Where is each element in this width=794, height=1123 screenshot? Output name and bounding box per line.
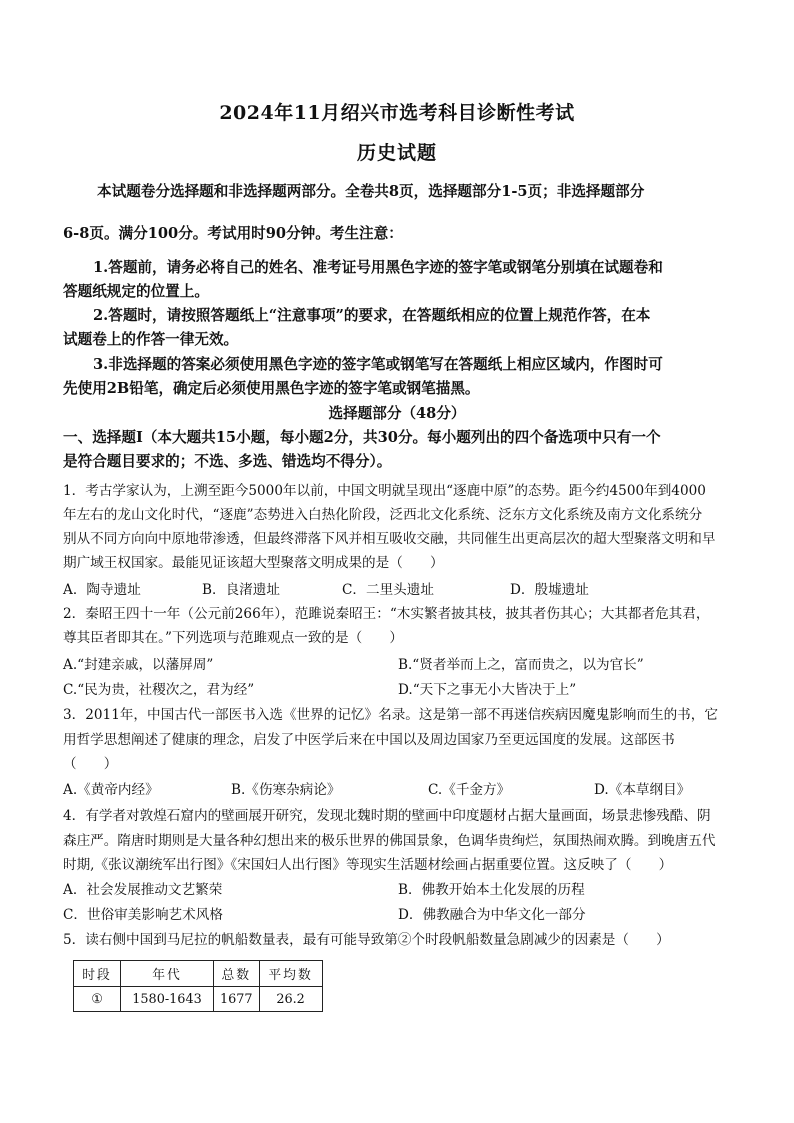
- q3-option-b[interactable]: B.《伤寒杂病论》: [231, 782, 341, 798]
- q3-stem-line-1: 3．2011年，中国古代一部医书入选《世界的记忆》名录。这是第一部不再迷信疾病因魔鬼影响而生的书，它: [63, 707, 718, 723]
- table-cell: 1677: [214, 987, 260, 1012]
- q4-stem-line-2: 森庄严。隋唐时期则是大量各种幻想出来的极乐世界的佛国景象，色调华贵绚烂，氛围热闹欢腾。到晚唐五代: [63, 833, 716, 849]
- q1-stem-line-4: 期广域王权国家。最能见证该超大型聚落文明成果的是（ ）: [63, 555, 444, 571]
- intro-line-2: 6-8页。满分100分。考试用时90分钟。考生注意：: [63, 225, 403, 242]
- q1-stem-line-2: 年左右的龙山文化时代，“逐鹿”态势进入白热化阶段，泛西北文化系统、泛东方文化系统及南方文化系统分: [63, 507, 703, 523]
- notice-item-3-line-2: 先使用2B铅笔，确定后必须使用黑色字迹的签字笔或钢笔描黑。: [63, 380, 480, 397]
- q1-stem-line-3: 别从不同方向向中原地带渗透，但最终滞落下风并相互吸收交融，共同催生出更高层次的超大型聚落文明和早: [63, 531, 716, 547]
- q3-option-d[interactable]: D.《本草纲目》: [594, 782, 691, 798]
- table-header-cell: 年代: [121, 961, 214, 987]
- exam-title: 2024年11月绍兴市选考科目诊断性考试: [219, 102, 575, 124]
- notice-item-1-line-1: 1.答题前，请务必将自己的姓名、准考证号用黑色字迹的签字笔或钢笔分别填在试题卷和: [93, 259, 663, 276]
- notice-item-1-line-2: 答题纸规定的位置上。: [63, 283, 209, 300]
- table-header-cell: 时段: [74, 961, 121, 987]
- notice-item-2-line-2: 试题卷上的作答一律无效。: [63, 331, 239, 348]
- notice-item-3-line-1: 3.非选择题的答案必须使用黑色字迹的签字笔或钢笔写在答题纸上相应区域内，作图时可: [93, 356, 663, 373]
- q1-option-b[interactable]: B．良渚遗址: [202, 582, 280, 598]
- q2-stem-line-1: 2．秦昭王四十一年（公元前266年），范雎说秦昭王：“木实繁者披其枝，披其者伤其心；大其都者危其君，: [63, 606, 710, 622]
- table-header-cell: 总数: [214, 961, 260, 987]
- section-instruction-line-2: 是符合题目要求的；不选、多选、错选均不得分）。: [63, 453, 392, 470]
- section-instruction-line-1: 一、选择题Ⅰ（本大题共15小题，每小题2分，共30分。每小题列出的四个备选项中只有一个: [63, 429, 661, 446]
- ship-count-table: [73, 960, 323, 1012]
- q3-stem-line-3: （ ）: [63, 756, 118, 772]
- intro-line-1: 本试题卷分选择题和非选择题两部分。全卷共8页，选择题部分1-5页；非选择题部分: [97, 183, 645, 200]
- q2-option-c[interactable]: C.“民为贵，社稷次之，君为经”: [63, 682, 255, 698]
- q1-option-a[interactable]: A．陶寺遗址: [63, 582, 141, 598]
- table-header-row: [74, 961, 323, 987]
- notice-item-2-line-1: 2.答题时，请按照答题纸上“注意事项”的要求，在答题纸相应的位置上规范作答，在本: [93, 307, 651, 324]
- q4-option-a[interactable]: A．社会发展推动文艺繁荣: [63, 882, 223, 898]
- q2-option-a[interactable]: A.“封建亲戚，以藩屏周”: [63, 657, 214, 673]
- q3-stem-line-2: 用哲学思想阐述了健康的理念，启发了中医学后来在中国以及周边国家乃至更远国度的发展。这部医书: [63, 732, 675, 748]
- table-cell: ①: [74, 987, 121, 1012]
- q5-stem-line-1: 5．读右侧中国到马尼拉的帆船数量表，最有可能导致第②个时段帆船数量急剧减少的因素是（ ）: [63, 932, 670, 948]
- q3-option-a[interactable]: A.《黄帝内经》: [63, 782, 159, 798]
- q2-stem-line-2: 尊其臣者即其在。”下列选项与范雎观点一致的是（ ）: [63, 630, 403, 646]
- q4-stem-line-1: 4．有学者对敦煌石窟内的壁画展开研究，发现北魏时期的壁画中印度题材占据大量画面，场景悲惨残酷、阴: [63, 808, 711, 824]
- q4-option-d[interactable]: D．佛教融合为中华文化一部分: [398, 907, 586, 923]
- q2-option-d[interactable]: D.“天下之事无小大皆决于上”: [398, 682, 577, 698]
- q1-stem-line-1: 1．考古学家认为，上溯至距今5000年以前，中国文明就呈现出“逐鹿中原”的态势。距今约4500年到4000: [63, 483, 706, 499]
- table-row: [74, 987, 323, 1012]
- q1-option-d[interactable]: D．殷墟遗址: [510, 582, 589, 598]
- table-cell: 1580-1643: [121, 987, 214, 1012]
- table-header-cell: 平均数: [259, 961, 322, 987]
- q1-option-c[interactable]: C．二里头遗址: [342, 582, 434, 598]
- q3-option-c[interactable]: C.《千金方》: [428, 782, 511, 798]
- q4-option-c[interactable]: C．世俗审美影响艺术风格: [63, 907, 223, 923]
- table-cell: 26.2: [259, 987, 322, 1012]
- section-title: 选择题部分（48分）: [328, 405, 466, 422]
- q4-option-b[interactable]: B．佛教开始本土化发展的历程: [398, 882, 585, 898]
- q4-stem-line-3: 时期,《张议潮统军出行图》《宋国妇人出行图》等现实生活题材绘画占据重要位置。这反映了（ ）: [63, 857, 673, 873]
- q2-option-b[interactable]: B.“贤者举而上之，富而贵之，以为官长”: [398, 657, 644, 673]
- exam-subtitle: 历史试题: [356, 142, 437, 164]
